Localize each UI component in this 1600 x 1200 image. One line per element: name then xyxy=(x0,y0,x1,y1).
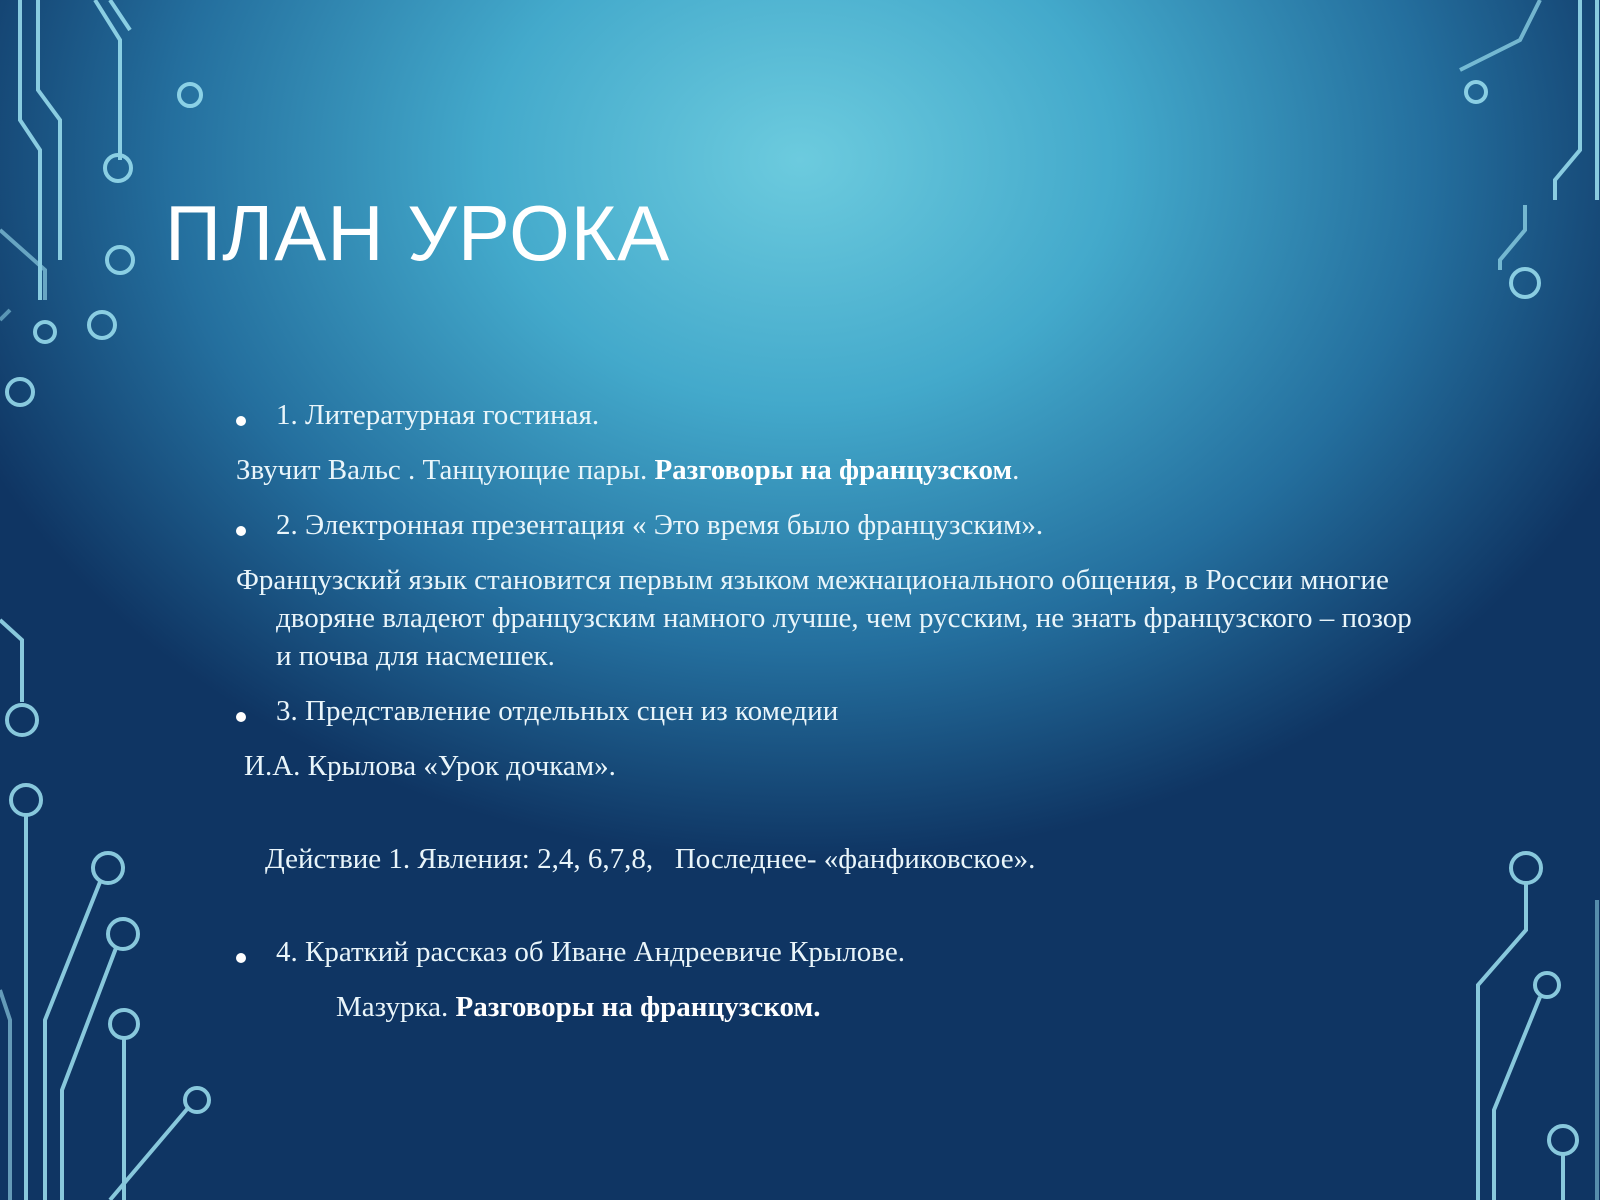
item-bold-text: Разговоры на французском xyxy=(654,454,1013,486)
item-text: И.А. Крылова «Урок дочкам». xyxy=(244,750,616,782)
item-bold-text: Разговоры на французском. xyxy=(455,991,821,1023)
item-text: 4. Краткий рассказ об Иване Андреевиче Крылове. xyxy=(276,936,905,968)
list-item xyxy=(236,396,1416,434)
paragraph xyxy=(236,747,1416,785)
bullet-icon xyxy=(236,953,246,963)
item-tail-text: . xyxy=(1012,454,1020,486)
list-item xyxy=(236,692,1416,730)
item-text: Звучит Вальс . Танцующие пары. xyxy=(236,454,655,486)
list-item xyxy=(236,506,1416,544)
item-text: Действие 1. Явления: 2,4, 6,7,8, Последнее- «фанфиковское». xyxy=(265,843,1036,875)
item-text: 2. Электронная презентация « Это время было французским». xyxy=(276,509,1044,541)
item-text: Французский язык становится первым языком межнационального общения, в России многие дворяне владеют французским намного лучше, чем русским, не знать французского – позор и почва для насмешек. xyxy=(236,564,1412,672)
paragraph xyxy=(236,561,1416,675)
paragraph xyxy=(236,988,1416,1026)
item-text: 1. Литературная гостиная. xyxy=(276,399,600,431)
paragraph xyxy=(236,802,1416,916)
slide-body xyxy=(236,396,1416,1043)
item-text: Мазурка. xyxy=(336,991,456,1023)
bullet-icon xyxy=(236,526,246,536)
bullet-icon xyxy=(236,416,246,426)
list-item xyxy=(236,933,1416,971)
bullet-icon xyxy=(236,712,246,722)
slide-title: ПЛАН УРОКА xyxy=(165,189,671,277)
paragraph xyxy=(236,451,1416,489)
item-text: 3. Представление отдельных сцен из комедии xyxy=(276,695,839,727)
